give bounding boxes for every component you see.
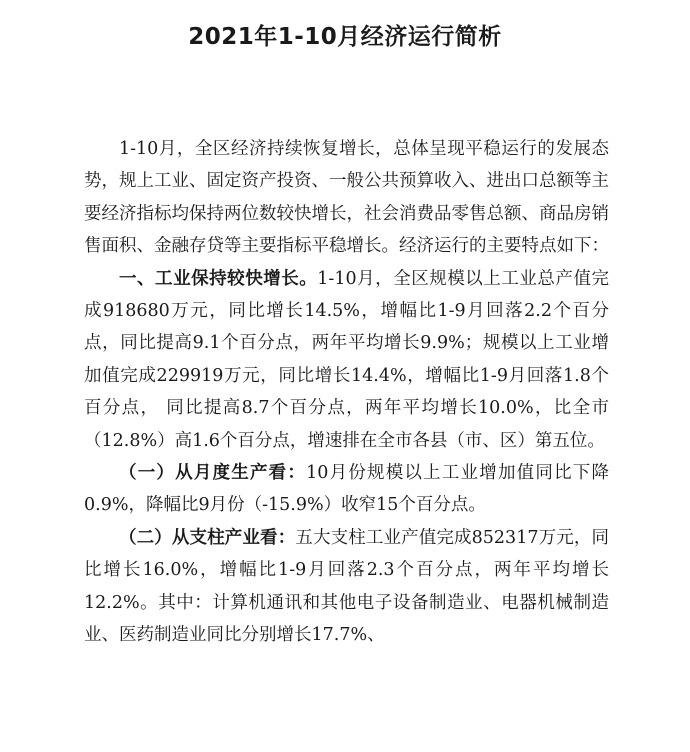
subsection-text: 五大支柱工业产值完成852317万元，同比增长16.0%，增幅比1-9月回落2.3个百分点，两年平均增长12.2%。其中：计算机通讯和其他电子设备制造业、电器机械制造业、医药制造业同比分别增长17.7%、 bbox=[84, 527, 609, 646]
subsection-pillar-paragraph bbox=[84, 522, 609, 652]
subsection-text: 10月份规模以上工业增加值同比下降0.9%，降幅比9月份（-15.9%）收窄15个百分点。 bbox=[84, 463, 609, 516]
section-heading: 一、工业保持较快增长。 bbox=[119, 268, 318, 289]
subsection-heading: （一）从月度生产看： bbox=[119, 463, 307, 484]
section-industry-paragraph bbox=[84, 263, 609, 457]
section-text: 1-10月，全区规模以上工业总产值完成918680万元，同比增长14.5%，增幅比1-9月回落2.2个百分点，同比提高9.1个百分点，两年平均增长9.9%；规模以上工业增加值完成229919万元，同比增长14.4%，增幅比1-9月回落1.8个百分点， 同比提高8.7个百分点，两年平均增长10.0%，比全市（12.8%）高1.6个百分点，增速排在全市各县（市、区）第五位。 bbox=[84, 268, 609, 451]
subsection-monthly-paragraph bbox=[84, 457, 609, 522]
subsection-heading: （二）从支柱产业看： bbox=[119, 527, 296, 548]
document-body bbox=[84, 133, 609, 652]
intro-paragraph: 1-10月，全区经济持续恢复增长，总体呈现平稳运行的发展态势，规上工业、固定资产投资、一般公共预算收入、进出口总额等主要经济指标均保持两位数较快增长，社会消费品零售总额、商品房销售面积、金融存贷等主要指标平稳增长。经济运行的主要特点如下： bbox=[84, 139, 609, 257]
document-title: 2021年1-10月经济运行简析 bbox=[188, 24, 502, 50]
